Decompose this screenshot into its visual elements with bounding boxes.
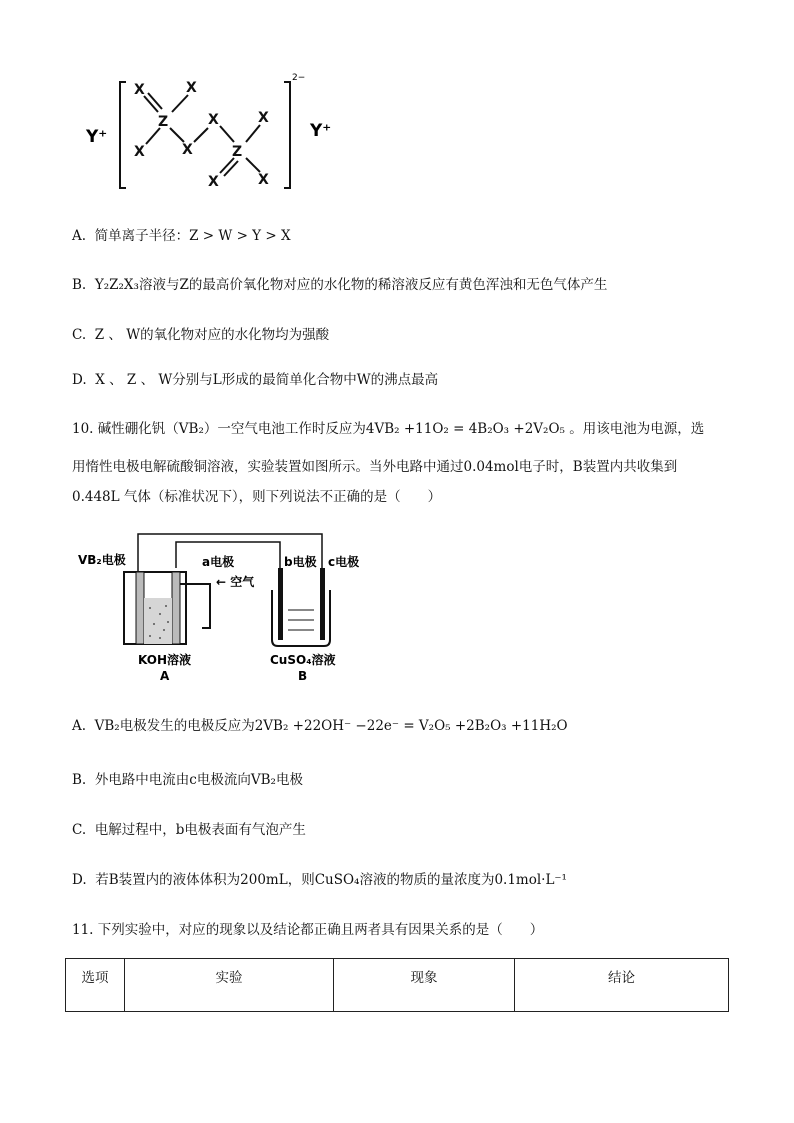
bracket-right (284, 82, 290, 188)
a-electrode-label: a电极 (202, 555, 235, 569)
atom-x5: X (208, 112, 219, 128)
q9-option-d: D. X 、 Z 、 W分别与L形成的最简单化合物中W的沸点最高 (72, 372, 439, 388)
atom-x4: X (182, 142, 193, 158)
q11-stem: 11. 下列实验中，对应的现象以及结论都正确且两者具有因果关系的是（ ） (72, 922, 544, 938)
cation-right: Y⁺ (310, 121, 332, 141)
charge-label: 2− (292, 73, 306, 83)
atom-x7: X (208, 174, 219, 190)
q9-option-c: C. Z 、 W的氧化物对应的水化物均为强酸 (72, 327, 330, 343)
electrolysis-apparatus-figure (76, 528, 376, 684)
q11-table (65, 958, 729, 1012)
q10-option-a: A. VB₂电极发生的电极反应为2VB₂ +22OH⁻ −22e⁻ = V₂O₅ +2B₂O₃ +11H₂O (72, 718, 568, 734)
q10-option-c: C. 电解过程中，b电极表面有气泡产生 (72, 822, 306, 838)
b-electrode-label: b电极 (284, 555, 317, 569)
q9-option-b: B. Y₂Z₂X₃溶液与Z的最高价氧化物对应的水化物的稀溶液反应有黄色浑浊和无色气体产生 (72, 277, 608, 293)
air-label: ← 空气 (216, 575, 255, 589)
koh-solution (144, 598, 172, 644)
structure-diagram (82, 68, 352, 196)
q10-stem-line3: 0.448L 气体（标准状况下），则下列说法不正确的是（ ） (72, 489, 442, 505)
atom-x6: X (258, 110, 269, 126)
bracket-left (120, 82, 126, 188)
a-electrode-plate (172, 572, 180, 644)
atom-x3: X (134, 144, 145, 160)
table-header-experiment: 实验 (125, 959, 334, 1012)
table-header-conclusion: 结论 (515, 959, 729, 1012)
q9-option-a: A. 简单离子半径：Z > W > Y > X (72, 228, 291, 244)
atom-x8: X (258, 172, 269, 188)
label-b: B (298, 669, 308, 683)
table-header-row (66, 959, 729, 1012)
atom-z1: Z (158, 114, 169, 130)
label-a: A (160, 669, 170, 683)
vb2-electrode-label: VB₂电极 (78, 553, 126, 567)
cuso4-label: CuSO₄溶液 (270, 653, 336, 667)
b-electrode-rod (278, 568, 283, 640)
cation-left: Y⁺ (86, 127, 108, 147)
table-header-option: 选项 (66, 959, 125, 1012)
atom-z2: Z (232, 144, 243, 160)
c-electrode-label: c电极 (328, 555, 360, 569)
q10-option-d: D. 若B装置内的液体体积为200mL，则CuSO₄溶液的物质的量浓度为0.1mol·L⁻¹ (72, 872, 567, 888)
q10-stem-line1: 10. 碱性硼化钒（VB₂）一空气电池工作时反应为4VB₂ +11O₂ = 4B₂O₃ +2V₂O₅ 。用该电池为电源，选 (72, 421, 705, 437)
q10-option-b: B. 外电路中电流由c电极流向VB₂电极 (72, 772, 303, 788)
c-electrode-rod (320, 568, 325, 640)
vb2-electrode-plate (136, 572, 144, 644)
table-header-phenomenon: 现象 (334, 959, 515, 1012)
atom-x1: X (134, 82, 145, 98)
q10-stem-line2: 用惰性电极电解硫酸铜溶液，实验装置如图所示。当外电路中通过0.04mol电子时，B装置内共收集到 (72, 459, 678, 475)
atom-x2: X (186, 80, 197, 96)
koh-label: KOH溶液 (138, 653, 192, 667)
air-inlet (180, 584, 210, 628)
